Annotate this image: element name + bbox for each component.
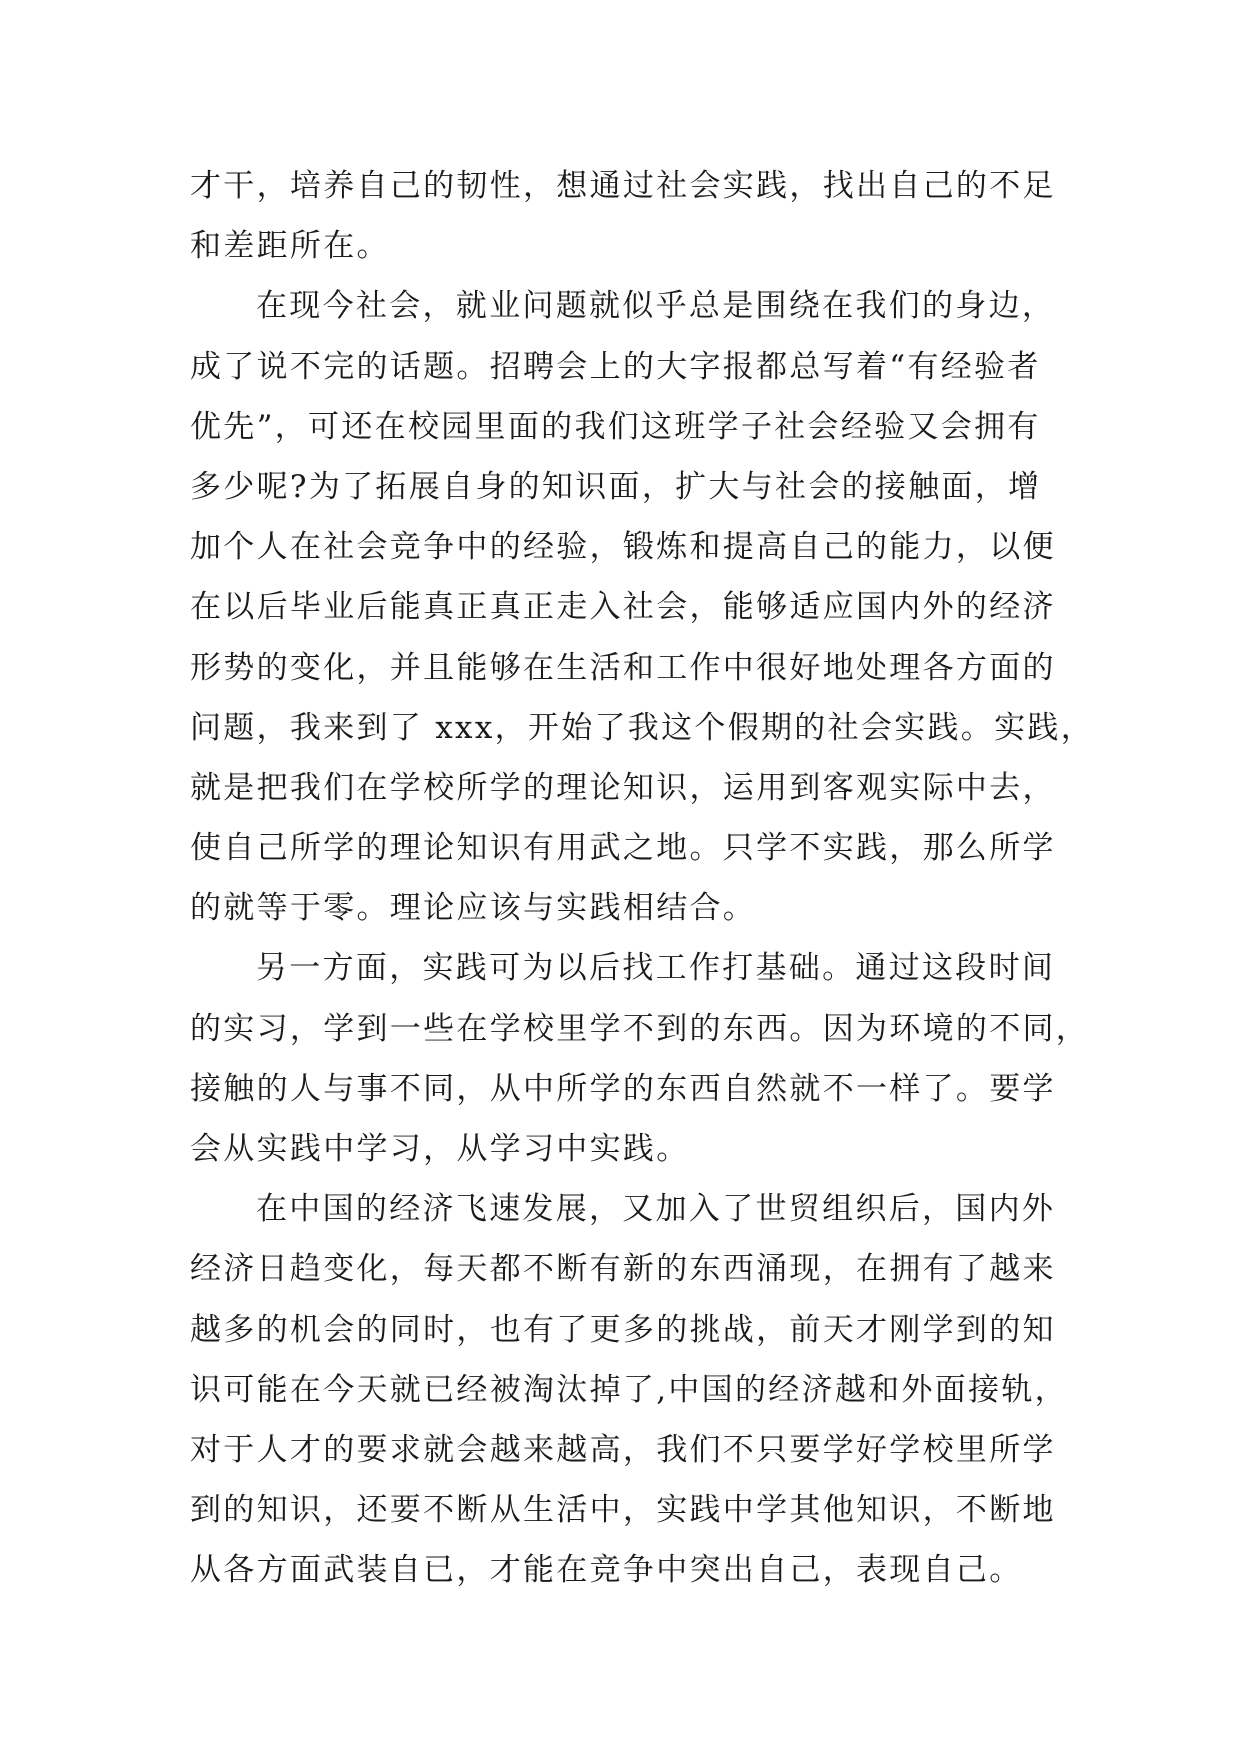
text-line: 识可能在今天就已经被淘汰掉了,中国的经济越和外面接轨，: [190, 1371, 1068, 1408]
text-line: 从各方面武装自已，才能在竞争中突出自己，表现自己。: [190, 1552, 1023, 1589]
text-line: 加个人在社会竞争中的经验，锻炼和提高自己的能力，以便: [190, 529, 1056, 566]
text-line: 的就等于零。理论应该与实践相结合。: [190, 890, 757, 927]
text-line: 形势的变化，并且能够在生活和工作中很好地处理各方面的: [190, 649, 1056, 686]
text-line: 多少呢?为了拓展自身的知识面，扩大与社会的接触面，增: [190, 468, 1042, 505]
text-line: 会从实践中学习，从学习中实践。: [190, 1131, 690, 1167]
text-line: 到的知识，还要不断从生活中，实践中学其他知识，不断地: [190, 1492, 1056, 1529]
paragraph-first-line: 在中国的经济飞速发展，又加入了世贸组织后，国内外: [256, 1191, 1056, 1228]
text-line: 经济日趋变化，每天都不断有新的东西涌现，在拥有了越来: [190, 1251, 1056, 1288]
text-line: 在以后毕业后能真正真正走入社会，能够适应国内外的经济: [190, 589, 1056, 626]
text-line: 就是把我们在学校所学的理论知识，运用到客观实际中去，: [190, 769, 1056, 806]
text-line: 和差距所在。: [190, 228, 390, 265]
text-line: 越多的机会的同时，也有了更多的挑战，前天才刚学到的知: [190, 1311, 1056, 1348]
text-line: 优先”，可还在校园里面的我们这班学子社会经验又会拥有: [190, 408, 1041, 445]
text-line: 才干，培养自己的韧性，想通过社会实践，找出自己的不足: [190, 168, 1056, 204]
body-text: [190, 156, 1094, 1601]
text-line: 问题，我来到了 xxx，开始了我这个假期的社会实践。实践，: [190, 709, 1094, 746]
text-line: 对于人才的要求就会越来越高，我们不只要学好学校里所学: [190, 1431, 1056, 1468]
text-line: 接触的人与事不同，从中所学的东西自然就不一样了。要学: [190, 1070, 1056, 1107]
text-line: 使自己所学的理论知识有用武之地。只学不实践，那么所学: [190, 830, 1056, 867]
paragraph-first-line: 在现今社会，就业问题就似乎总是围绕在我们的身边，: [256, 288, 1056, 325]
text-line: 成了说不完的话题。招聘会上的大字报都总写着“有经验者: [190, 348, 1041, 385]
text-line: 的实习，学到一些在学校里学不到的东西。因为环境的不同，: [190, 1010, 1090, 1047]
paragraph-first-line: 另一方面，实践可为以后找工作打基础。通过这段时间: [256, 950, 1056, 987]
